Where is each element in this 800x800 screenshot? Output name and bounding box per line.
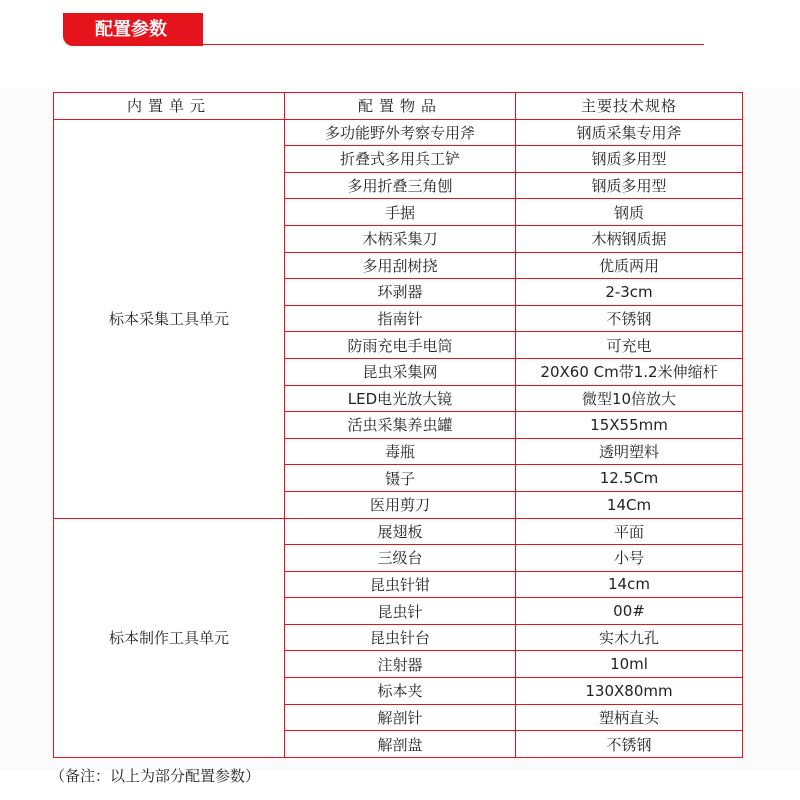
- item-cell: LED电光放大镜: [285, 385, 516, 412]
- spec-cell: 14Cm: [516, 491, 743, 518]
- item-cell: 三级台: [285, 545, 516, 572]
- item-cell: 多用折叠三角刨: [285, 172, 516, 199]
- spec-cell: 10ml: [516, 651, 743, 678]
- item-cell: 多功能野外考察专用斧: [285, 119, 516, 146]
- header-divider: [200, 44, 704, 45]
- spec-cell: 木柄钢质据: [516, 225, 743, 252]
- unit-cell: 标本制作工具单元: [54, 518, 285, 757]
- spec-cell: 钢质多用型: [516, 146, 743, 173]
- table-row: [54, 119, 743, 146]
- spec-cell: 00#: [516, 598, 743, 625]
- spec-cell: 钢质多用型: [516, 172, 743, 199]
- spec-cell: 优质两用: [516, 252, 743, 279]
- table-row: [54, 518, 743, 545]
- item-cell: 展翅板: [285, 518, 516, 545]
- item-cell: 医用剪刀: [285, 491, 516, 518]
- item-cell: 解剖盘: [285, 731, 516, 758]
- table-header-row: [54, 93, 743, 120]
- spec-cell: 不锈钢: [516, 731, 743, 758]
- spec-cell: 12.5Cm: [516, 465, 743, 492]
- item-cell: 标本夹: [285, 678, 516, 705]
- unit-cell: 标本采集工具单元: [54, 119, 285, 518]
- item-cell: 指南针: [285, 305, 516, 332]
- footnote: （备注：以上为部分配置参数）: [50, 767, 261, 785]
- section-title: 配置参数: [95, 19, 167, 40]
- item-cell: 解剖针: [285, 704, 516, 731]
- column-header-spec: 主要技术规格: [516, 93, 743, 120]
- spec-cell: 130X80mm: [516, 678, 743, 705]
- spec-cell: 微型10倍放大: [516, 385, 743, 412]
- spec-cell: 透明塑料: [516, 438, 743, 465]
- spec-cell: 不锈钢: [516, 305, 743, 332]
- spec-cell: 15X55mm: [516, 412, 743, 439]
- item-cell: 镊子: [285, 465, 516, 492]
- item-cell: 昆虫针: [285, 598, 516, 625]
- item-cell: 昆虫采集网: [285, 358, 516, 385]
- item-cell: 手据: [285, 199, 516, 226]
- spec-cell: 实木九孔: [516, 624, 743, 651]
- item-cell: 折叠式多用兵工铲: [285, 146, 516, 173]
- spec-cell: 塑柄直头: [516, 704, 743, 731]
- column-header-unit: 内置单元: [54, 93, 285, 120]
- spec-cell: 14cm: [516, 571, 743, 598]
- spec-cell: 可充电: [516, 332, 743, 359]
- item-cell: 昆虫针钳: [285, 571, 516, 598]
- spec-cell: 钢质采集专用斧: [516, 119, 743, 146]
- spec-cell: 小号: [516, 545, 743, 572]
- item-cell: 注射器: [285, 651, 516, 678]
- item-cell: 毒瓶: [285, 438, 516, 465]
- item-cell: 活虫采集养虫罐: [285, 412, 516, 439]
- spec-cell: 平面: [516, 518, 743, 545]
- table-body: [54, 119, 743, 757]
- item-cell: 木柄采集刀: [285, 225, 516, 252]
- item-cell: 环剥器: [285, 279, 516, 306]
- section-title-tab: [63, 13, 203, 46]
- spec-cell: 2-3cm: [516, 279, 743, 306]
- spec-cell: 钢质: [516, 199, 743, 226]
- column-header-item: 配置物品: [285, 93, 516, 120]
- item-cell: 防雨充电手电筒: [285, 332, 516, 359]
- spec-cell: 20X60 Cm带1.2米伸缩杆: [516, 358, 743, 385]
- spec-table: [53, 92, 743, 758]
- item-cell: 多用刮树挠: [285, 252, 516, 279]
- item-cell: 昆虫针台: [285, 624, 516, 651]
